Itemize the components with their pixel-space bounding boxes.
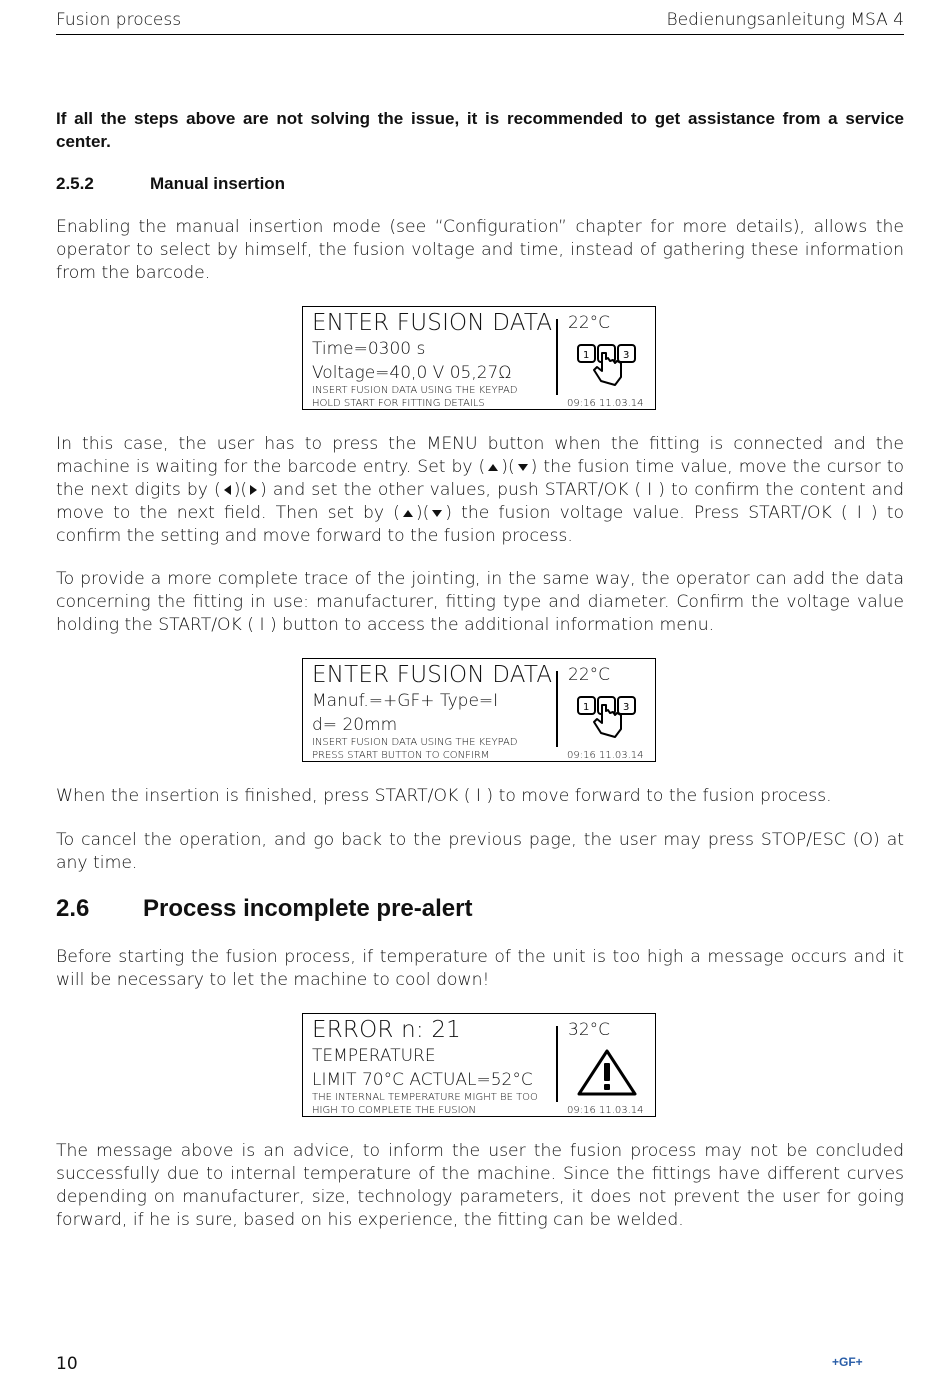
- screen-line: Manuf.=+GF+ Type=I: [312, 691, 499, 711]
- text-segment: )(: [233, 480, 248, 500]
- screen-title: ENTER FUSION DATA: [312, 662, 553, 688]
- paragraph-insertion-finished: When the insertion is finished, press START/OK ( I ) to move forward to the fusion process.: [56, 786, 832, 806]
- paragraph-menu-instructions: [56, 433, 904, 548]
- paragraph-manual-insertion: Enabling the manual insertion mode (see “Configuration” chapter for more details), allows the operator to select by himself, the fusion voltage and time, instead of gathering these information from the barcode.: [56, 217, 904, 283]
- paragraph-temperature-warning: Before starting the fusion process, if temperature of the unit is too high a message occurs and it will be necessary to let the machine to cool down!: [56, 947, 904, 990]
- paragraph-trace-data: To provide a more complete trace of the jointing, in the same way, the operator can add the data concerning the fitting in use: manufacturer, fitting type and diameter. Confirm the voltage value holding the START/OK ( I ) button to access the additional information menu.: [56, 569, 904, 635]
- paragraph-advice: The message above is an advice, to inform the user the fusion process may not be concluded successfully due to internal temperature of the machine. Since the fittings have different curves depending on manufacturer, size, technology parameters, it does not prevent the user for going forward, if he is sure, based on his experience, the fitting can be welded.: [56, 1141, 904, 1230]
- screen-hint: THE INTERNAL TEMPERATURE MIGHT BE TOO: [312, 1092, 538, 1103]
- screen-title: ENTER FUSION DATA: [312, 310, 553, 336]
- screen-temperature: 32°C: [568, 1020, 611, 1040]
- screen-line: TEMPERATURE: [312, 1046, 436, 1066]
- svg-text:1: 1: [583, 350, 590, 361]
- keypad-hand-icon: [575, 693, 639, 741]
- page-header: [56, 8, 904, 35]
- screen-datetime: 09:16 11.03.14: [567, 1105, 644, 1116]
- screen-divider: [556, 319, 558, 395]
- svg-text:3: 3: [623, 350, 630, 361]
- header-chapter: Fusion process: [56, 10, 182, 30]
- arrow-up-icon: [488, 464, 498, 471]
- warning-triangle-icon: [575, 1048, 639, 1096]
- screen-hint: INSERT FUSION DATA USING THE KEYPAD: [312, 385, 518, 396]
- display-screen-fusion-time: [302, 306, 656, 410]
- arrow-down-icon: [432, 510, 442, 517]
- screen-temperature: 22°C: [568, 313, 611, 333]
- screen-divider: [556, 671, 558, 747]
- display-screen-error: [302, 1013, 656, 1117]
- subsection-number: 2.5.2: [56, 174, 94, 193]
- text-segment: ) the fusion voltage value. Press START/OK ( I ) to confirm the setting and move forward to the fusion process.: [56, 503, 904, 546]
- screen-datetime: 09:16 11.03.14: [567, 750, 644, 761]
- svg-text:3: 3: [623, 702, 630, 713]
- screen-hint: HIGH TO COMPLETE THE FUSION: [312, 1105, 476, 1116]
- screen-title: ERROR n: 21: [312, 1017, 461, 1043]
- text-segment: )(: [415, 503, 430, 523]
- section-number: 2.6: [56, 895, 90, 922]
- text-segment: In this case, the user has to press the MENU button when the fitting is connected and the machine is waiting for the barcode entry. Set by (: [56, 434, 904, 477]
- subsection-title: Manual insertion: [150, 174, 286, 193]
- screen-hint: HOLD START FOR FITTING DETAILS: [312, 398, 485, 409]
- gf-logo: +GF+: [832, 1355, 863, 1369]
- screen-line: LIMIT 70°C ACTUAL=52°C: [312, 1070, 533, 1090]
- screen-line: d= 20mm: [312, 715, 398, 735]
- screen-datetime: 09:16 11.03.14: [567, 398, 644, 409]
- keypad-hand-icon: [575, 341, 639, 389]
- screen-hint: PRESS START BUTTON TO CONFIRM: [312, 750, 490, 761]
- section-title: Process incomplete pre-alert: [143, 895, 473, 922]
- header-manual-title: Bedienungsanleitung MSA 4: [666, 10, 904, 30]
- text-segment: ) the fusion time value, move the cursor to the next digits by (: [56, 457, 905, 500]
- text-segment: )(: [501, 457, 515, 477]
- svg-text:1: 1: [583, 702, 590, 713]
- screen-line: Time=0300 s: [312, 339, 426, 359]
- paragraph-cancel-operation: To cancel the operation, and go back to the previous page, the user may press STOP/ESC (O) at any time.: [56, 830, 904, 873]
- screen-divider: [556, 1026, 558, 1102]
- page-number: 10: [56, 1354, 78, 1374]
- arrow-right-icon: [250, 485, 257, 495]
- screen-line: Voltage=40,0 V 05,27Ω: [312, 363, 512, 383]
- arrow-down-icon: [518, 464, 528, 471]
- display-screen-fitting-details: [302, 658, 656, 762]
- text-segment: ) and set the other values, push START/OK ( I ) to confirm the content and move to the next field. Then set by (: [56, 480, 904, 523]
- screen-hint: INSERT FUSION DATA USING THE KEYPAD: [312, 737, 518, 748]
- arrow-left-icon: [224, 485, 231, 495]
- arrow-up-icon: [403, 510, 413, 517]
- assistance-note: If all the steps above are not solving the issue, it is recommended to get assistance from a service center.: [56, 109, 904, 151]
- screen-temperature: 22°C: [568, 665, 611, 685]
